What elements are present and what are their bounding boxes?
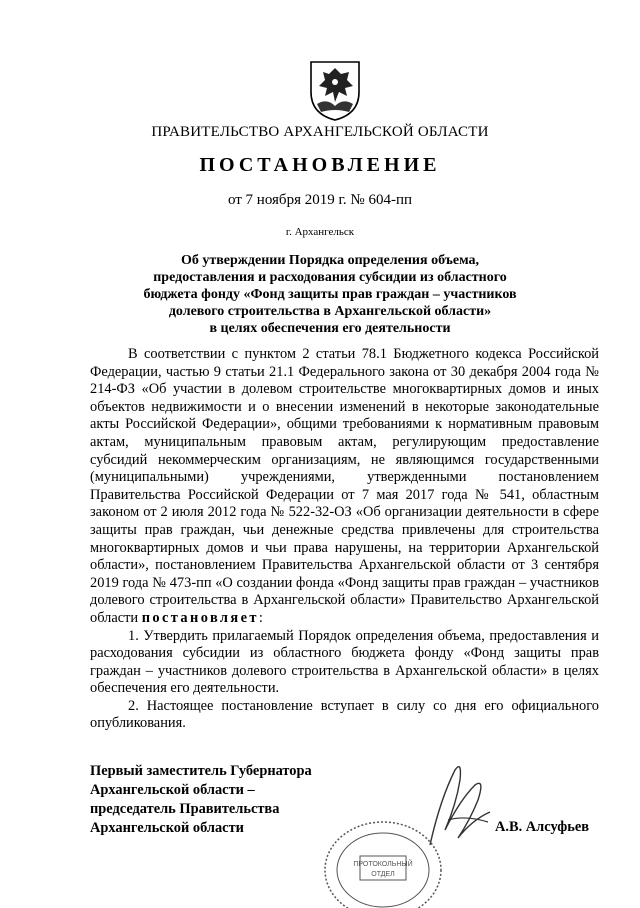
preamble-paragraph <box>90 346 599 628</box>
document-date-number: от 7 ноября 2019 г. № 604-пп <box>227 192 413 208</box>
position-line: Архангельской области – <box>90 782 255 798</box>
position-line: председатель Правительства <box>90 801 280 817</box>
subject-line: предоставления и расходования субсидии из областного <box>153 270 507 285</box>
position-line: Первый заместитель Губернатора <box>90 763 312 779</box>
signatory-position <box>90 762 312 838</box>
document-subject <box>80 252 580 337</box>
document-type: ПОСТАНОВЛЕНИЕ <box>199 154 441 176</box>
svg-text:ПРОТОКОЛЬНЫЙ: ПРОТОКОЛЬНЫЙ <box>353 861 413 868</box>
svg-text:ОТДЕЛ: ОТДЕЛ <box>371 871 395 878</box>
preamble-text: В соответствии с пунктом 2 статьи 78.1 Бюджетного кодекса Российской Федерации, частью 9 статьи 21.1 Федерального закона от 30 декабря 2004 года № 214-ФЗ «Об участии в долевом строительстве многоквартирных домов и иных объектов недвижимости и о внесении изменений в некоторые законодательные акты Российской Федерации», общими требованиями к нормативным правовым актам, муниципальным правовым актам, регулирующим предоставление субсидий некоммерческим организациям, не являющимся государственными (муниципальными) учреждениями, утвержденными постановлением Правительства Российской Федерации от 7 мая 2017 года № 541, областным законом от 2 июля 2012 года № 522-32-ОЗ «Об организации деятельности в сфере защиты прав граждан, чьи денежные средства привлечены для строительства многоквартирных домов и чьи права нарушены, на территории Архангельской области», постановлением Правительства Архангельской области от 3 сентября 2019 года № 473-пп «О создании фонда «Фонд защиты прав граждан – участников долевого строительства в Архангельской области» Правительство Архангельской области <box>90 346 599 626</box>
document-body <box>90 346 599 733</box>
decree-word: постановляет <box>141 609 259 626</box>
signer-name: А.В. Алсуфьев <box>495 819 590 835</box>
subject-line: в целях обеспечения его деятельности <box>209 321 451 336</box>
item-2-paragraph: 2. Настоящее постановление вступает в силу со дня его официального опубликования. <box>90 697 599 732</box>
coat-of-arms-icon <box>305 58 365 122</box>
document-city: г. Архангельск <box>285 226 355 238</box>
subject-line: бюджета фонду «Фонд защиты прав граждан – участников <box>143 287 517 302</box>
issuing-authority: ПРАВИТЕЛЬСТВО АРХАНГЕЛЬСКОЙ ОБЛАСТИ <box>151 124 489 140</box>
subject-line: Об утверждении Порядка определения объема, <box>180 253 480 268</box>
official-stamp-icon <box>318 808 448 908</box>
item-1-paragraph: 1. Утвердить прилагаемый Порядок определения объема, предоставления и расходования субсидии из областного бюджета фонду «Фонд защиты прав граждан – участников долевого строительства в Архангельской области» в целях обеспечения его деятельности. <box>90 627 599 697</box>
position-line: Архангельской области <box>90 820 244 836</box>
decree-colon: : <box>258 609 263 626</box>
subject-line: долевого строительства в Архангельской области» <box>168 304 492 319</box>
